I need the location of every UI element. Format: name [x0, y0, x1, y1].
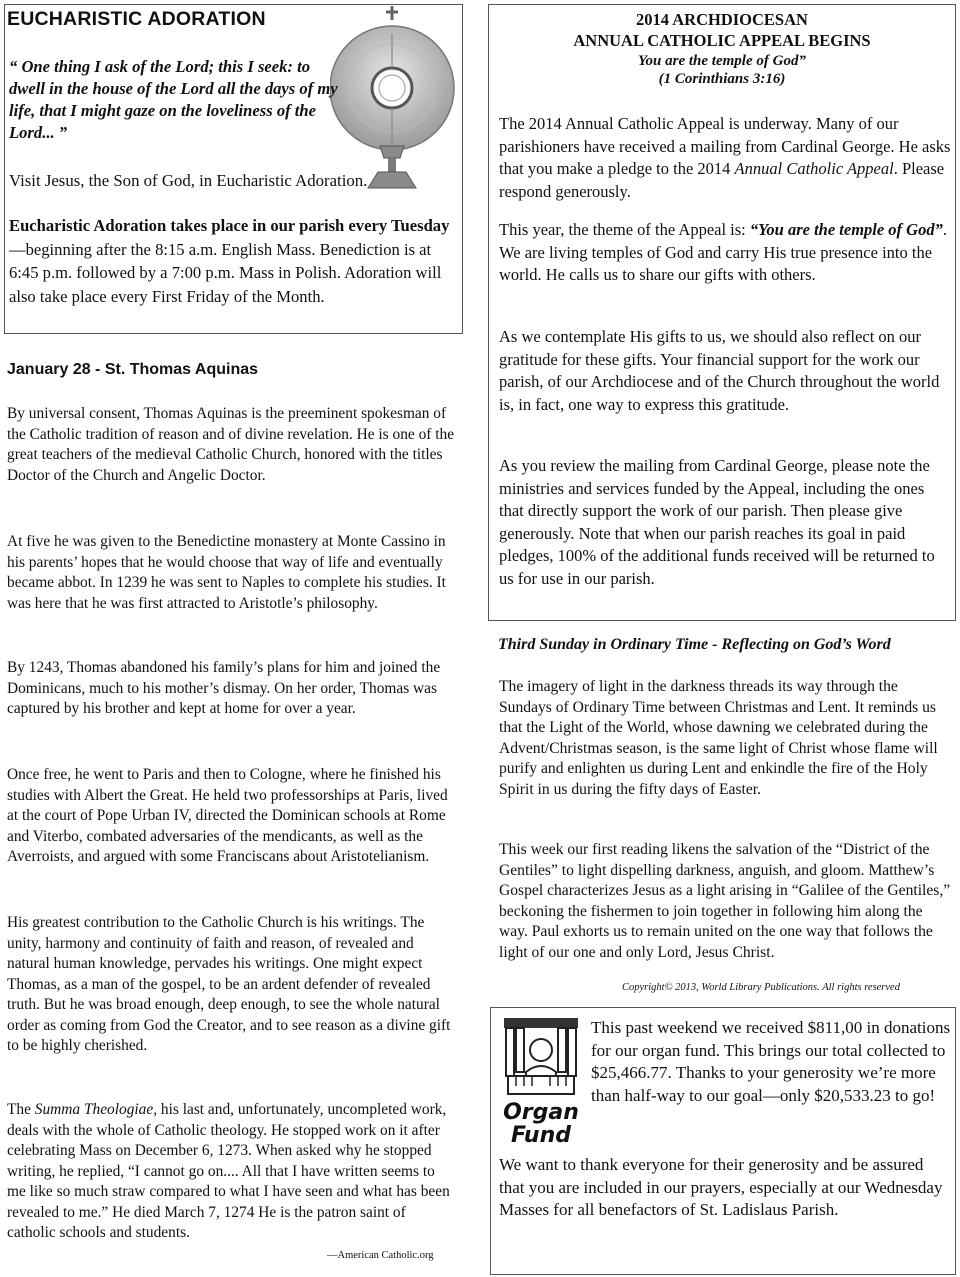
- appeal-theme: “You are the temple of God”: [749, 220, 943, 239]
- adoration-quote: “ One thing I ask of the Lord; this I seek: to dwell in the house of the Lord all the days of my life, that I might gaze on the loveliness of the Lord... ”: [9, 57, 338, 142]
- reflection-paragraph-2: This week our first reading likens the salvation of the “District of the Gentiles” to light dispelling darkness, anguish, and gloom. Matthew’s Gospel characterizes Jesus as a light arising in “Galilee of the Gentiles,” beckoning the fishermen to join together in following him along the way. Paul exhorts us to remain united on the one way that follows the light of our one and only Lord, Jesus Christ.: [499, 841, 951, 961]
- reflection-copyright: Copyright© 2013, World Library Publications. All rights reserved: [622, 982, 900, 993]
- organ-logo-word-1: Organ: [503, 1100, 579, 1125]
- aquinas-paragraph-1: By universal consent, Thomas Aquinas is the preeminent spokesman of the Catholic tradition of reason and of divine revelation. He is one of the great teachers of the medieval Catholic Church, honored with the titles Doctor of the Church and Angelic Doctor.: [7, 405, 455, 484]
- appeal-p2-end: . We are living temples of God and carry His true presence into the world. He calls us to share our gifts with others.: [499, 220, 947, 284]
- appeal-p2-text: This year, the theme of the Appeal is:: [499, 220, 750, 239]
- appeal-p1-emphasis: Annual Catholic Appeal: [734, 159, 894, 178]
- adoration-visit-text: Visit Jesus, the Son of God, in Eucharistic Adoration.: [9, 171, 368, 190]
- appeal-subtitle-line-1: You are the temple of God”: [638, 53, 806, 69]
- schedule-day: Tuesday: [390, 216, 450, 235]
- aquinas-paragraph-5: His greatest contribution to the Catholic Church is his writings. The unity, harmony and continuity of faith and reason, of revealed and natural human knowledge, pervades his writings. One might expect Thomas, as a man of the gospel, to be an ardent defender of revealed truth. But he was broad enough, deep enough, to see the whole natural order as coming from God the Creator, and to see reason as a divine gift to be highly cherished.: [7, 914, 451, 1054]
- appeal-title-line-1: 2014 ARCHDIOCESAN: [636, 10, 808, 29]
- appeal-p1-text: The 2014 Annual Catholic Appeal is underway. Many of our parishioners have received a mailing from Cardinal George. He asks that you make a pledge to the 2014: [499, 114, 951, 178]
- schedule-intro: Eucharistic Adoration takes place in our parish every: [9, 216, 391, 235]
- appeal-paragraph-3: As we contemplate His gifts to us, we should also reflect on our gratitude for these gifts. Your financial support for the work our parish, of our Archdiocese and of the Church throughout the world is, in fact, one way to express this gratitude.: [499, 327, 940, 414]
- reflection-heading: Third Sunday in Ordinary Time - Reflecting on God’s Word: [498, 636, 891, 653]
- appeal-subtitle: [488, 52, 956, 88]
- summa-pre: The: [7, 1101, 35, 1118]
- organ-fund-paragraph-1: This past weekend we received $811,00 in donations for our organ fund. This brings our total collected to $25,466.77. Thanks to your generosity we’re more than half-way to our goal—only $20,533.23 to go!: [591, 1018, 951, 1105]
- appeal-title-line-2: ANNUAL CATHOLIC APPEAL BEGINS: [573, 31, 871, 50]
- appeal-paragraph-1: [499, 113, 951, 203]
- organ-fund-paragraph-2: We want to thank everyone for their generosity and be assured that you are included in our prayers, especially at our Wednesday Masses for all benefactors of St. Ladislaus Parish.: [499, 1155, 943, 1219]
- aquinas-paragraph-3: By 1243, Thomas abandoned his family’s plans for him and joined the Dominicans, much to his mother’s dismay. On her order, Thomas was captured by his brother and kept at home for over a year.: [7, 659, 441, 717]
- adoration-title: EUCHARISTIC ADORATION: [7, 8, 266, 30]
- organ-logo-word-2: Fund: [511, 1123, 571, 1146]
- aquinas-credit: —American Catholic.org: [327, 1250, 434, 1261]
- summa-title: Summa Theologiae: [34, 1101, 154, 1118]
- schedule-extra: Adoration will also take place every First Friday of the Month.: [9, 263, 442, 306]
- schedule-rest: —beginning after the 8:15 a.m. English Mass. Benediction is at 6:45 p.m. followed by a 7:00 p.m. Mass in Polish.: [9, 239, 432, 282]
- adoration-schedule: [9, 214, 461, 308]
- aquinas-paragraph-4: Once free, he went to Paris and then to Cologne, where he finished his studies with Albert the Great. He held two professorships at Paris, lived at the court of Pope Urban IV, directed the Dominican schools at Rome and Viterbo, combated adversaries of the mendicants, as well as the Averroists, and argued with some Franciscans about Aristotelianism.: [7, 766, 448, 865]
- aquinas-paragraph-2: At five he was given to the Benedictine monastery at Monte Cassino in his parents’ hopes that he would choose that way of life and eventually became abbot. In 1239 he was sent to Naples to complete his studies. It was here that he was first attracted to Aristotle’s philosophy.: [7, 533, 446, 612]
- reflection-paragraph-1: The imagery of light in the darkness threads its way through the Sundays of Ordinary Time between Christmas and Lent. It reminds us that the Light of the World, whose dawning we celebrated during the Advent/Christmas season, is the same light of Christ whose flame will purify and enlighten us during Lent and enkindle the fire of the Holy Spirit in us during the fifty days of Easter.: [499, 678, 938, 798]
- summa-post: , his last and, unfortunately, uncompleted work, deals with the whole of Catholic theology. He stopped work on it after celebrating Mass on December 6, 1273. When asked why he stopped writing, he replied, “I cannot go on.... All that I have written seems to me like so much straw compared to what I have seen and what has been revealed to me.” He died March 7, 1274 He is the patron saint of catholic schools and students.: [7, 1101, 450, 1241]
- appeal-subtitle-line-2: (1 Corinthians 3:16): [658, 71, 786, 87]
- appeal-paragraph-2: [499, 219, 951, 287]
- aquinas-paragraph-6: [7, 1100, 455, 1244]
- appeal-p1-end: . Please respond generously.: [499, 159, 945, 201]
- organ-fund-logo: [496, 1014, 586, 1146]
- appeal-paragraph-4: As you review the mailing from Cardinal George, please note the ministries and services funded by the Appeal, including the ones that directly support the work of our parish. Then please give generously. Note that when our parish reaches its goal in paid pledges, 100% of the additional funds received will be returned to us for use in our parish.: [499, 456, 935, 588]
- appeal-title: [488, 9, 956, 51]
- aquinas-heading: January 28 - St. Thomas Aquinas: [7, 361, 259, 378]
- monstrance-icon: [330, 6, 455, 196]
